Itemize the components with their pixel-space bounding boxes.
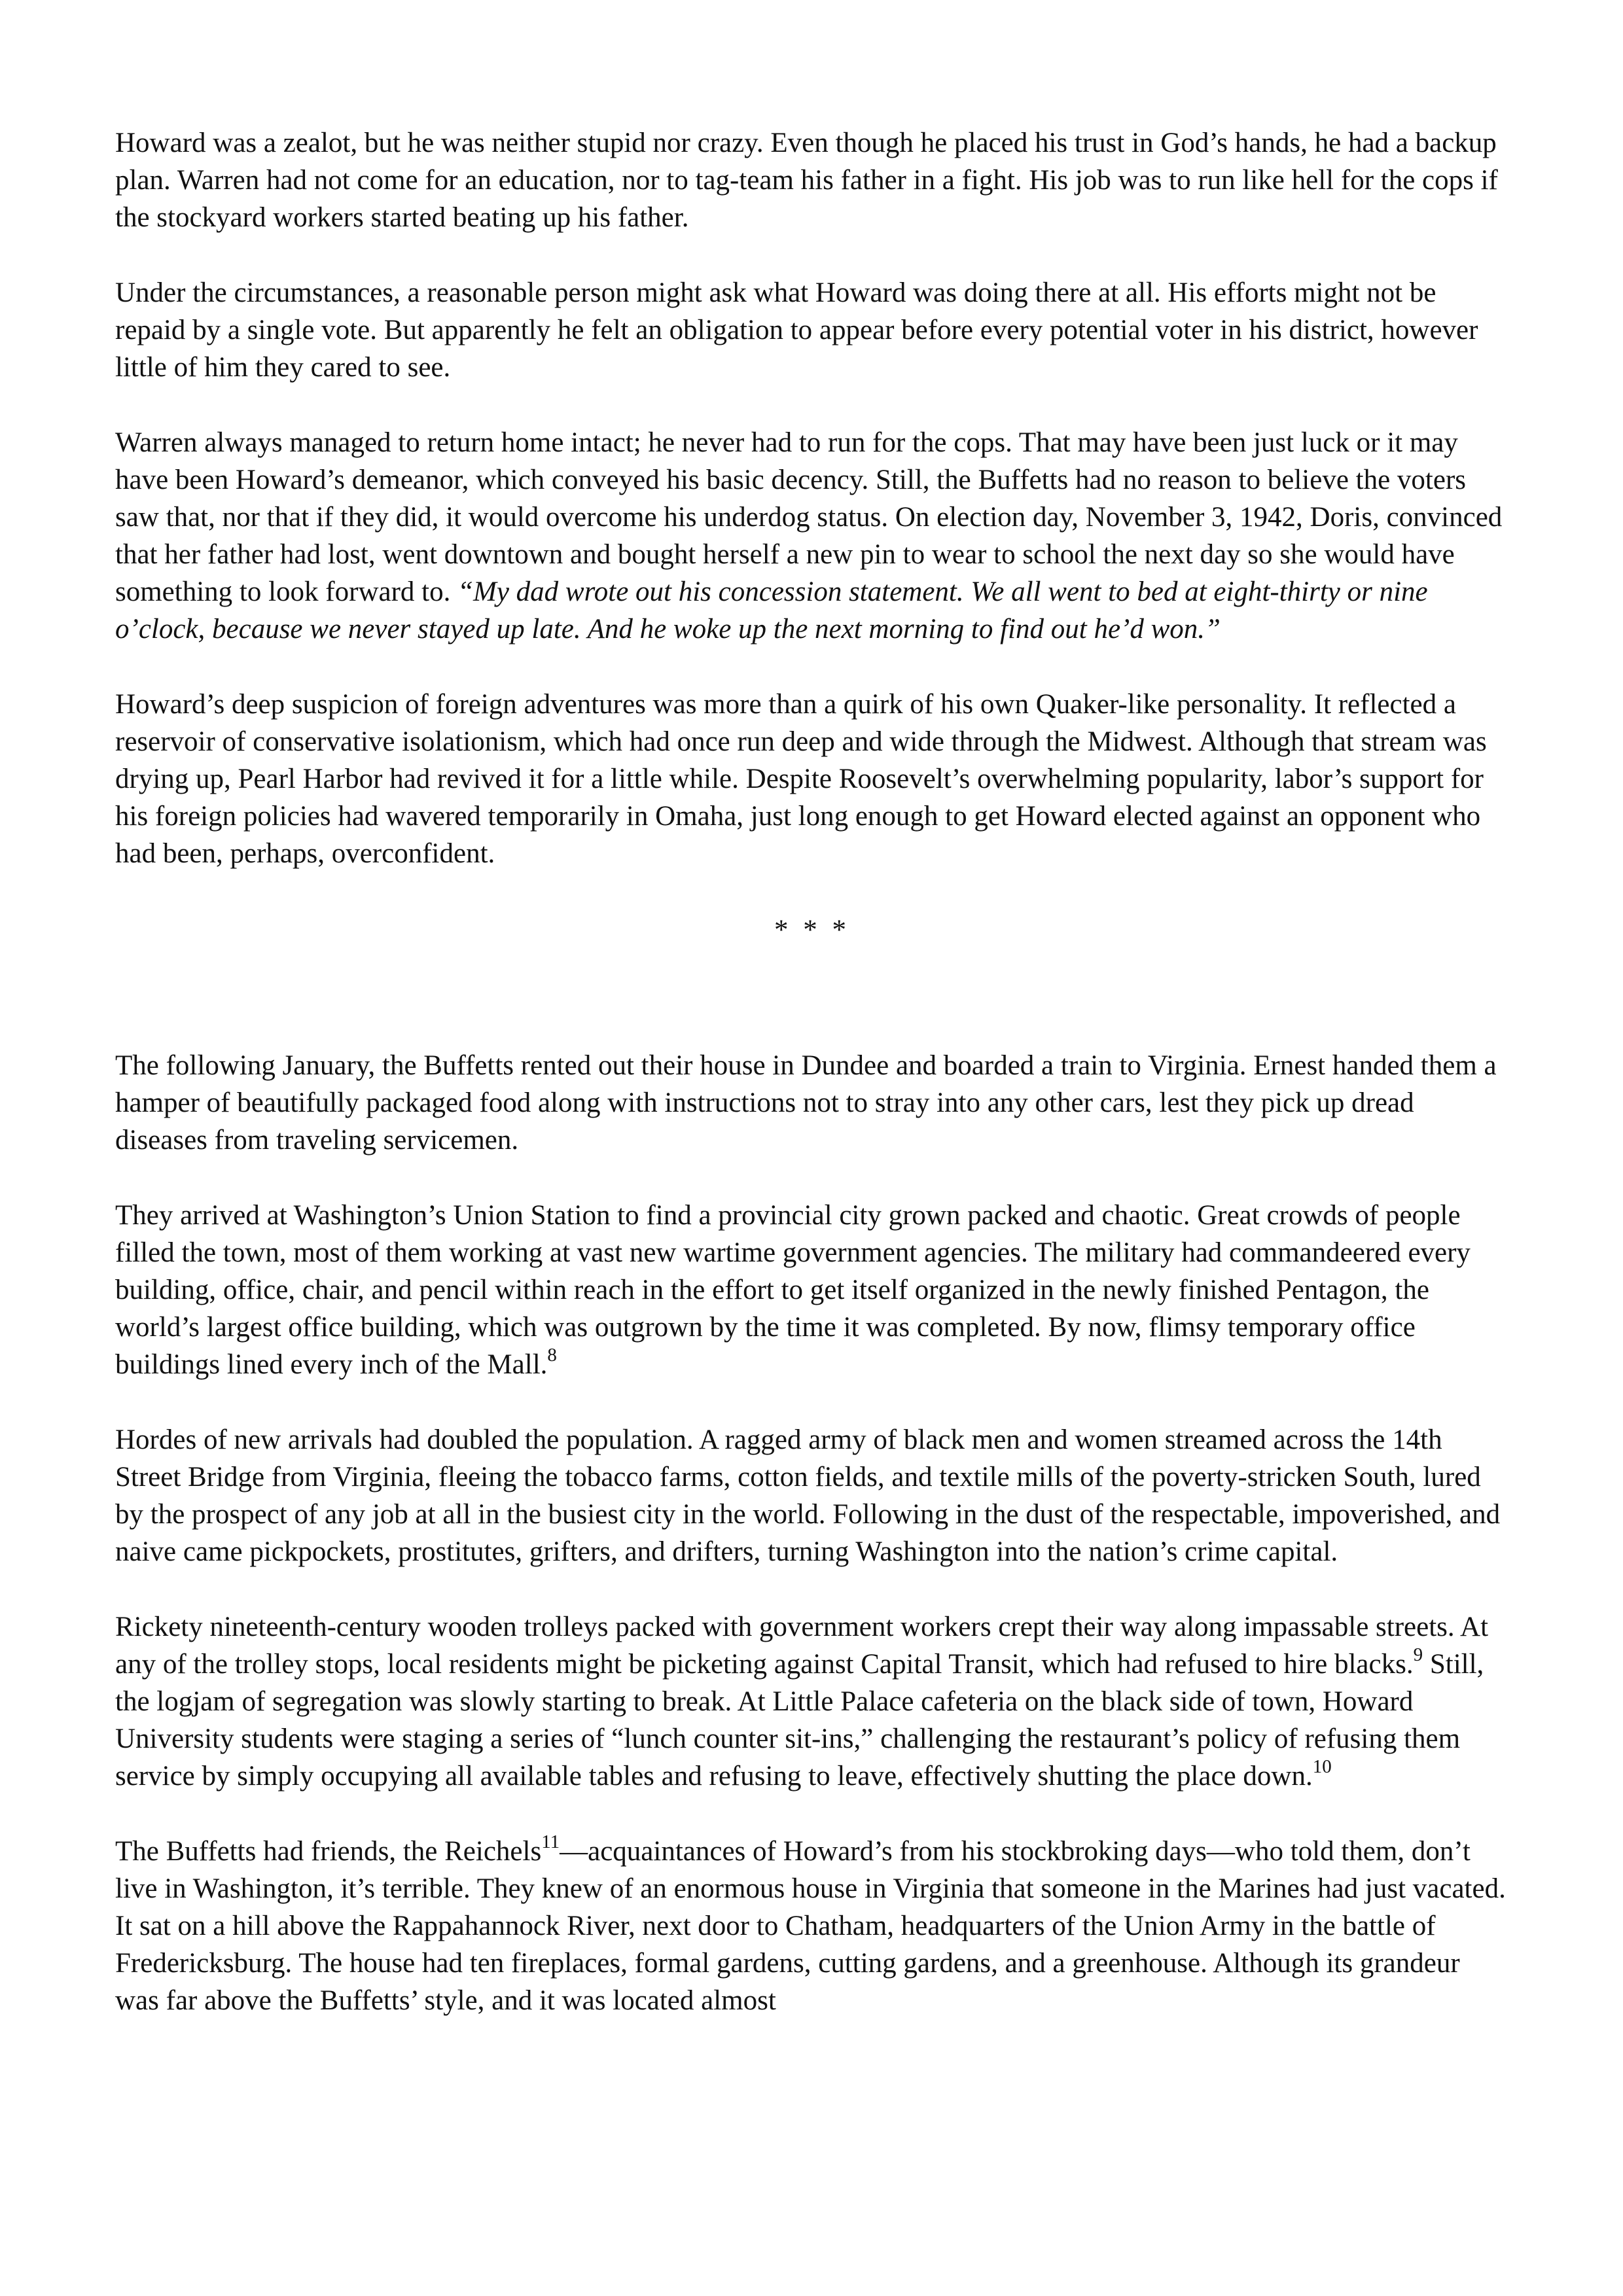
paragraph bbox=[115, 1197, 1509, 1383]
text-segment: Under the circumstances, a reasonable person might ask what Howard was doing there at all. His efforts might not be repaid by a single vote. But apparently he felt an obligation to appear before every potential voter in his district, however little of him they cared to see. bbox=[115, 277, 1478, 383]
footnote-marker: 11 bbox=[541, 1831, 560, 1852]
text-segment: Howard was a zealot, but he was neither stupid nor crazy. Even though he placed his trust in God’s hands, he had a backup plan. Warren had not come for an education, nor to tag-team his father in a fight. His job was to run like hell for the cops if the stockyard workers started beating up his father. bbox=[115, 128, 1498, 233]
body-text-before-separator bbox=[115, 124, 1509, 872]
text-segment: Still, the logjam of segregation was slowly starting to break. At Little Palace cafeteria on the black side of town, Howard University students were staging a series of “lunch counter sit-ins,” challenging the restaurant’s policy of refusing them service by simply occupying all available tables and refusing to leave, effectively shutting the place down. bbox=[115, 1649, 1484, 1792]
footnote-marker: 9 bbox=[1413, 1644, 1423, 1665]
footnote-marker: 10 bbox=[1312, 1756, 1332, 1777]
italic-quote: “My dad wrote out his concession statement. We all went to bed at eight-thirty or nine o’clock, because we never stayed up late. And he woke up the next morning to find out he’d won.” bbox=[115, 576, 1428, 645]
text-segment: Howard’s deep suspicion of foreign adventures was more than a quirk of his own Quaker-like personality. It reflected a reservoir of conservative isolationism, which had once run deep and wide through the Midwest. Although that stream was drying up, Pearl Harbor had revived it for a little while. Despite Roosevelt’s overwhelming popularity, labor’s support for his foreign policies had wavered temporarily in Omaha, just long enough to get Howard elected against an opponent who had been, perhaps, overconfident. bbox=[115, 689, 1487, 869]
body-text-after-separator bbox=[115, 1047, 1509, 2019]
text-segment: Hordes of new arrivals had doubled the population. A ragged army of black men and women streamed across the 14th Street Bridge from Virginia, fleeing the tobacco farms, cotton fields, and textile mills of the poverty-stricken South, lured by the prospect of any job at all in the busiest city in the world. Following in the dust of the respectable, impoverished, and naive came pickpockets, prostitutes, grifters, and drifters, turning Washington into the nation’s crime capital. bbox=[115, 1424, 1501, 1567]
paragraph bbox=[115, 1608, 1509, 1795]
footnote-marker: 8 bbox=[547, 1344, 557, 1366]
text-segment: Rickety nineteenth-century wooden trolleys packed with government workers crept their way along impassable streets. At any of the trolley stops, local residents might be picketing against Capital Transit, which had refused to hire blacks. bbox=[115, 1612, 1489, 1680]
text-segment: —acquaintances of Howard’s from his stockbroking days—who told them, don’t live in Washington, it’s terrible. They knew of an enormous house in Virginia that someone in the Marines had just vacated. It sat on a hill above the Rappahannock River, next door to Chatham, headquarters of the Union Army in the battle of Fredericksburg. The house had ten fireplaces, formal gardens, cutting gardens, and a greenhouse. Although its grandeur was far above the Buffetts’ style, and it was located almost bbox=[115, 1836, 1506, 2016]
paragraph bbox=[115, 424, 1509, 648]
text-segment: Warren always managed to return home intact; he never had to run for the cops. That may have been just luck or it may have been Howard’s demeanor, which conveyed his basic decency. Still, the Buffetts had no reason to believe the voters saw that, nor that if they did, it would overcome his underdog status. On election day, November 3, 1942, Doris, convinced that her father had lost, went downtown and bought herself a new pin to wear to school the next day so she would have something to look forward to. bbox=[115, 427, 1503, 607]
text-segment: The following January, the Buffetts rented out their house in Dundee and boarded a train to Virginia. Ernest handed them a hamper of beautifully packaged food along with instructions not to stray into any other cars, lest they pick up dread diseases from traveling servicemen. bbox=[115, 1050, 1497, 1156]
paragraph bbox=[115, 686, 1509, 872]
paragraph bbox=[115, 1833, 1509, 2019]
paragraph bbox=[115, 124, 1509, 236]
text-segment: The Buffetts had friends, the Reichels bbox=[115, 1836, 542, 1867]
text-segment: They arrived at Washington’s Union Station to find a provincial city grown packed and chaotic. Great crowds of people filled the town, most of them working at vast new wartime government agencies. The military had commandeered every building, office, chair, and pencil within reach in the effort to get itself organized in the newly finished Pentagon, the world’s largest office building, which was outgrown by the time it was completed. By now, flimsy temporary office buildings lined every inch of the Mall. bbox=[115, 1200, 1471, 1380]
paragraph bbox=[115, 1421, 1509, 1570]
paragraph bbox=[115, 1047, 1509, 1159]
paragraph bbox=[115, 274, 1509, 386]
document-page bbox=[115, 124, 1509, 2019]
section-separator: * * * bbox=[774, 915, 850, 945]
